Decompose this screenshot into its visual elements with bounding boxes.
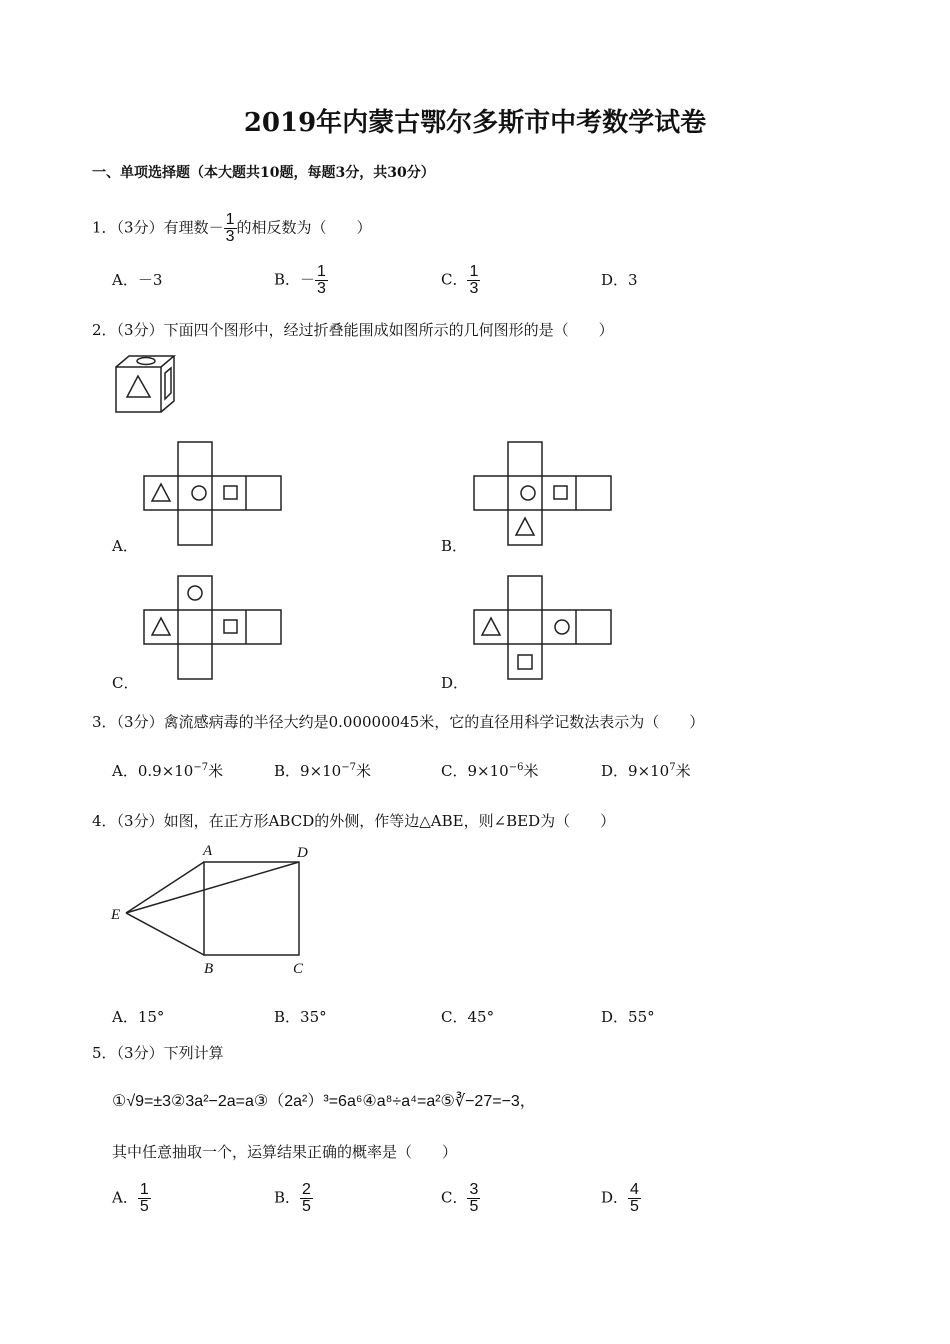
q3-option-c: C．$9\times 10^{-6}$米 xyxy=(441,762,539,780)
page-title: 2019年内蒙古鄂尔多斯市中考数学试卷 xyxy=(243,108,707,138)
q5-question: 其中任意抽取一个，运算结果正确的概率是（ ） xyxy=(112,1143,458,1161)
q5-option-a: A． $\frac{1}{5}$ xyxy=(112,1181,149,1215)
q4-option-c: C．45° xyxy=(441,1008,495,1026)
q5-option-b: B． $\frac{2}{5}$ xyxy=(274,1181,311,1215)
q5-expressions: ①√9=±3②3a²−2a=a③（2a²）³=6a⁶④a⁸÷a⁴=a²⑤∛−27=−3， xyxy=(112,1093,536,1110)
q5-option-c: C． $\frac{3}{5}$ xyxy=(441,1181,479,1215)
q4-option-a: A．15° xyxy=(112,1008,165,1026)
net-d xyxy=(474,576,612,680)
q2-option-b: B． xyxy=(441,537,468,555)
label-a: A xyxy=(203,843,213,859)
q3-option-a: A．$0.9\times 10^{-7}$米 xyxy=(112,762,224,780)
q4-option-b: B．35° xyxy=(274,1008,327,1026)
square-triangle-figure xyxy=(108,840,318,980)
question-4: 4．（3分）如图，在正方形ABCD的外侧，作等边△ABE，则∠BED为（ ） xyxy=(92,812,616,830)
question-2: 2．（3分）下面四个图形中，经过折叠能围成如图所示的几何图形的是（ ） xyxy=(92,321,614,339)
question-1 xyxy=(92,212,372,245)
question-5: 5．（3分）下列计算 xyxy=(92,1044,224,1062)
label-d: D xyxy=(297,845,308,861)
q1-stem: 1．（3分）有理数－ xyxy=(92,218,224,237)
cube-figure xyxy=(113,353,178,415)
q5-option-d: D． $\frac{4}{5}$ xyxy=(601,1181,639,1215)
q1-fraction: $\frac{1}{3}$ xyxy=(225,211,235,245)
q1-option-b: B．－ $\frac{1}{3}$ xyxy=(274,263,326,297)
q2-option-c: C． xyxy=(112,674,139,692)
q2-option-d: D． xyxy=(441,674,469,692)
net-a xyxy=(144,442,282,546)
section-heading: 一、单项选择题（本大题共10题，每题3分，共30分） xyxy=(92,165,435,181)
q2-option-a: A． xyxy=(112,537,138,555)
q3-option-b: B．$9\times 10^{-7}$米 xyxy=(274,762,371,780)
question-3: 3．（3分）禽流感病毒的半径大约是0.00000045米，它的直径用科学记数法表示为（ ） xyxy=(92,713,705,731)
label-c: C xyxy=(293,961,304,977)
q1-option-c: C． $\frac{1}{3}$ xyxy=(441,263,479,297)
net-c xyxy=(144,576,282,680)
label-b: B xyxy=(204,961,214,977)
net-b xyxy=(474,442,612,546)
q4-option-d: D．55° xyxy=(601,1008,655,1026)
q3-option-d: D．$9\times 10^7$米 xyxy=(601,762,691,780)
q1-option-d: D．3 xyxy=(601,271,638,289)
q1-option-a: A．－3 xyxy=(112,271,163,289)
q1-stem-end: 的相反数为（ ） xyxy=(236,218,372,237)
label-e: E xyxy=(111,907,121,923)
